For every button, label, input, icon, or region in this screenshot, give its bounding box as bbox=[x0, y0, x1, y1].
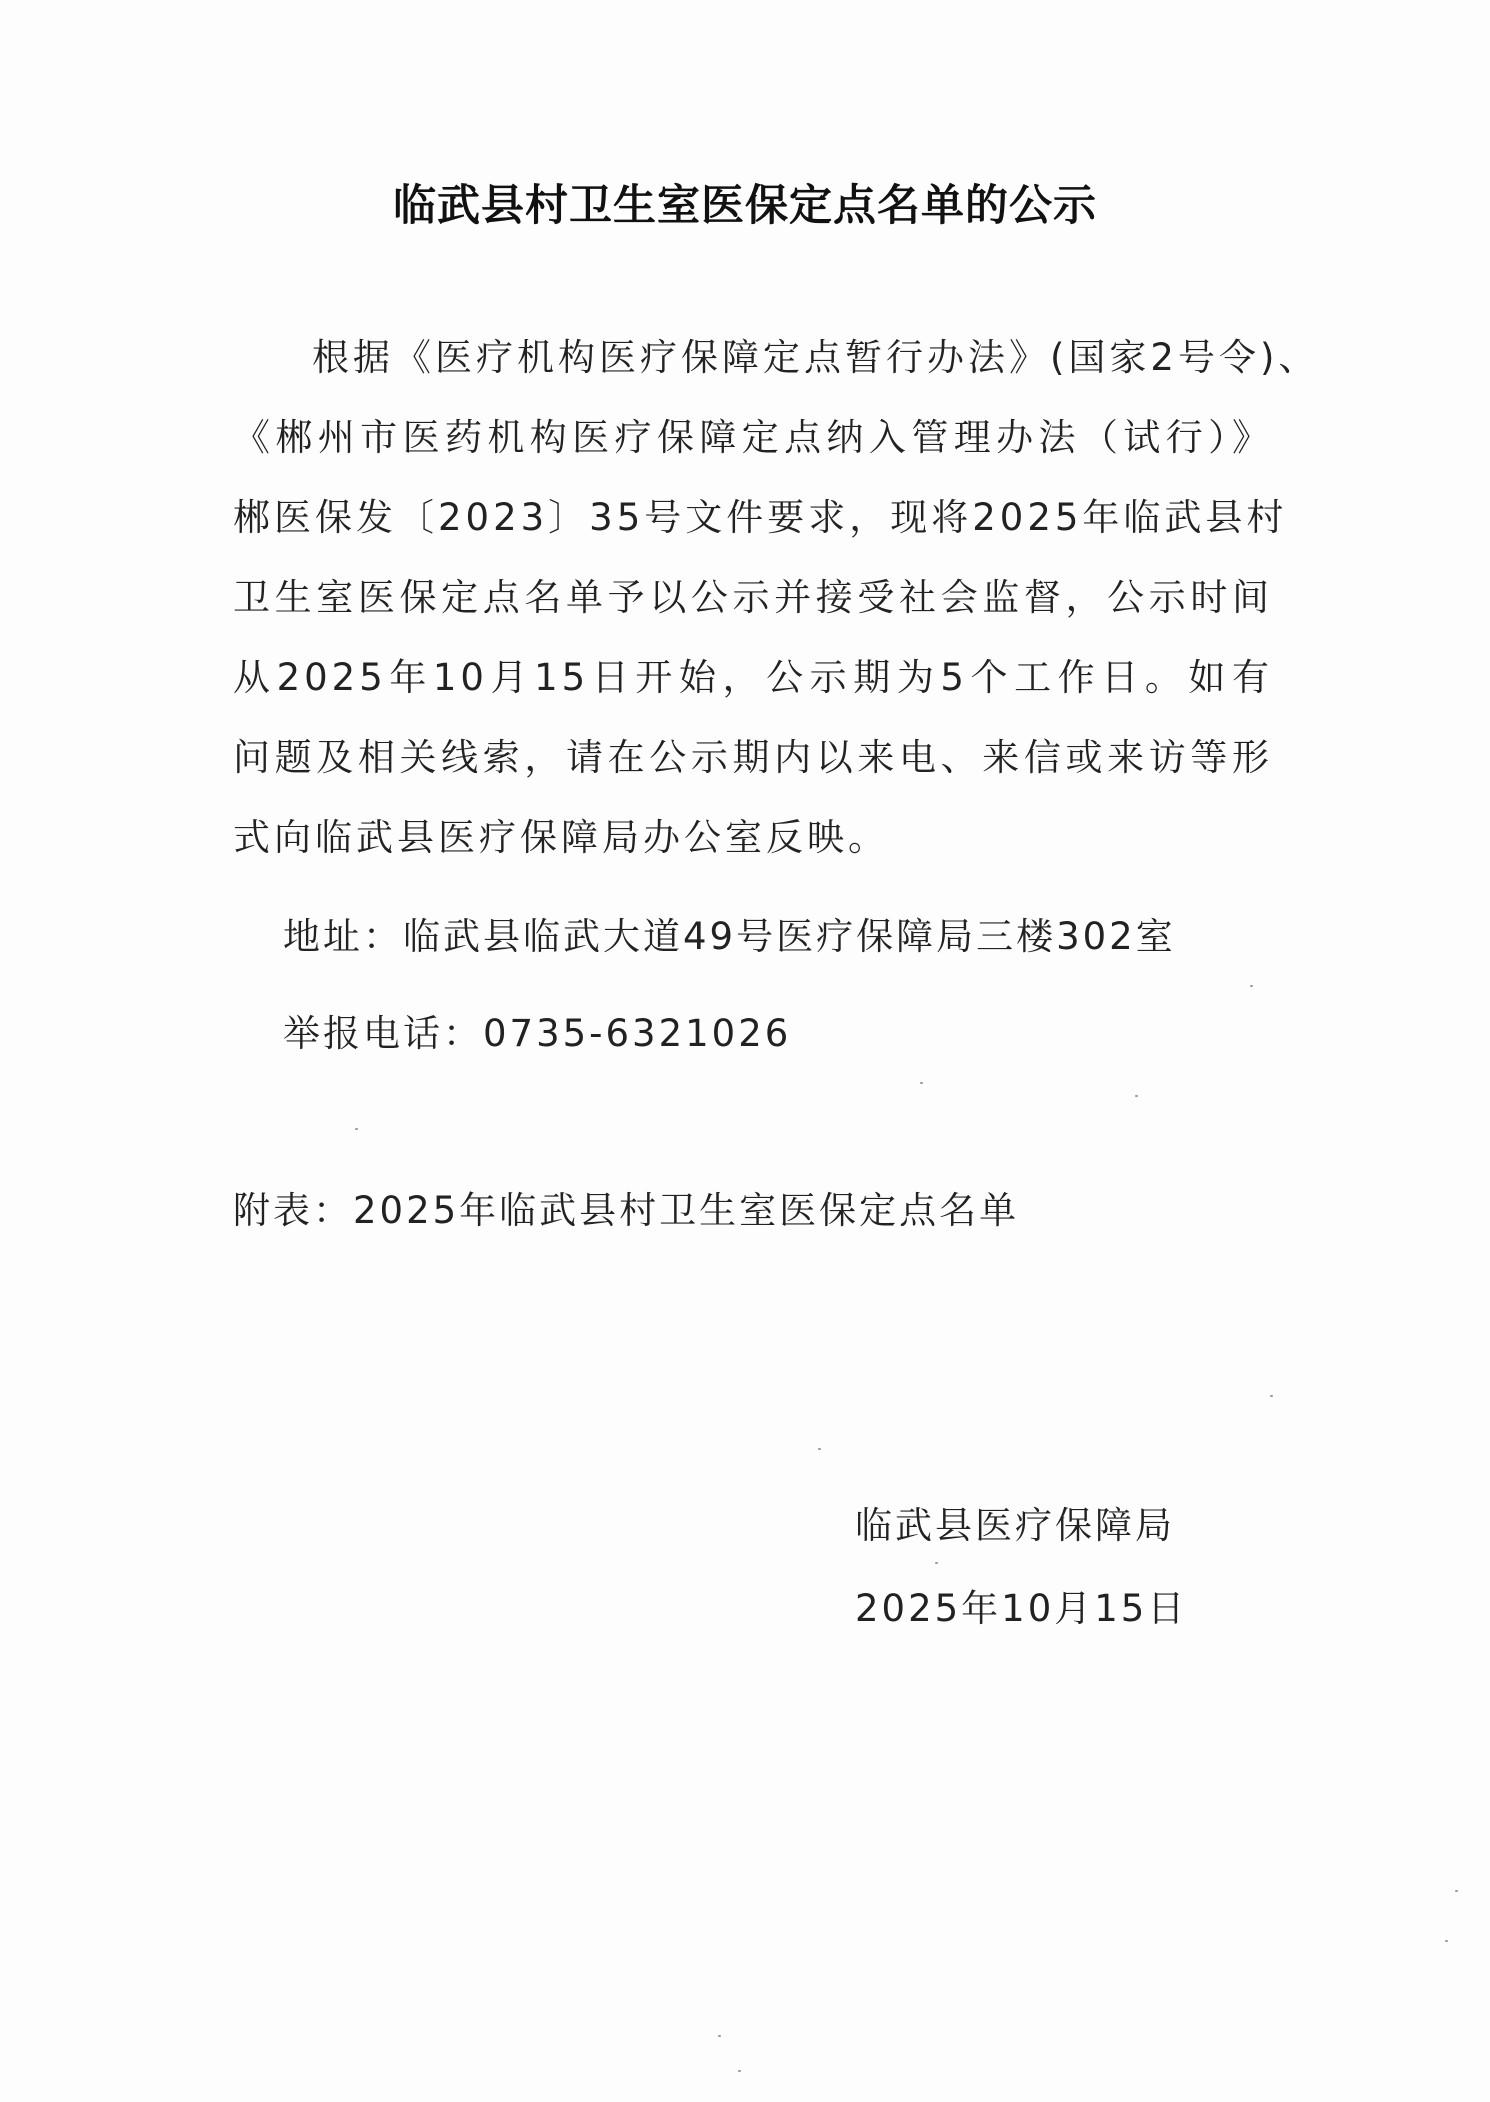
body-line-7: 式向临武县医疗保障局办公室反映。 bbox=[233, 816, 889, 859]
body-line-4: 卫生室医保定点名单予以公示并接受社会监督，公示时间 bbox=[233, 576, 1273, 619]
appendix-line: 附表：2025年临武县村卫生室医保定点名单 bbox=[233, 1189, 1020, 1232]
scan-speck bbox=[738, 2070, 741, 2072]
phone-line: 举报电话：0735-6321026 bbox=[283, 1012, 792, 1055]
scan-speck bbox=[1250, 985, 1253, 987]
scan-speck bbox=[1445, 1940, 1448, 1942]
notice-body bbox=[233, 318, 1320, 878]
address-line: 地址：临武县临武大道49号医疗保障局三楼302室 bbox=[283, 915, 1176, 958]
body-line-6: 问题及相关线索，请在公示期内以来电、来信或来访等形 bbox=[233, 736, 1273, 779]
scan-speck bbox=[818, 1448, 821, 1450]
scan-speck bbox=[935, 1562, 938, 1564]
scan-speck bbox=[1135, 1095, 1138, 1097]
body-line-5: 从2025年10月15日开始，公示期为5个工作日。如有 bbox=[233, 656, 1273, 699]
scan-speck bbox=[718, 2035, 721, 2037]
scan-speck bbox=[1455, 1890, 1458, 1892]
body-line-1: 根据《医疗机构医疗保障定点暂行办法》(国家2号令)、 bbox=[312, 336, 1320, 379]
issue-date: 2025年10月15日 bbox=[855, 1587, 1188, 1630]
scan-speck bbox=[1270, 1395, 1273, 1397]
document-title: 临武县村卫生室医保定点名单的公示 bbox=[393, 181, 1097, 231]
issuer-name: 临武县医疗保障局 bbox=[855, 1504, 1175, 1547]
scan-speck bbox=[355, 1128, 358, 1130]
body-line-2: 《郴州市医药机构医疗保障定点纳入管理办法（试行）》 bbox=[233, 416, 1273, 459]
scan-speck bbox=[920, 1082, 923, 1084]
body-line-3: 郴医保发〔2023〕35号文件要求，现将2025年临武县村 bbox=[233, 496, 1288, 539]
